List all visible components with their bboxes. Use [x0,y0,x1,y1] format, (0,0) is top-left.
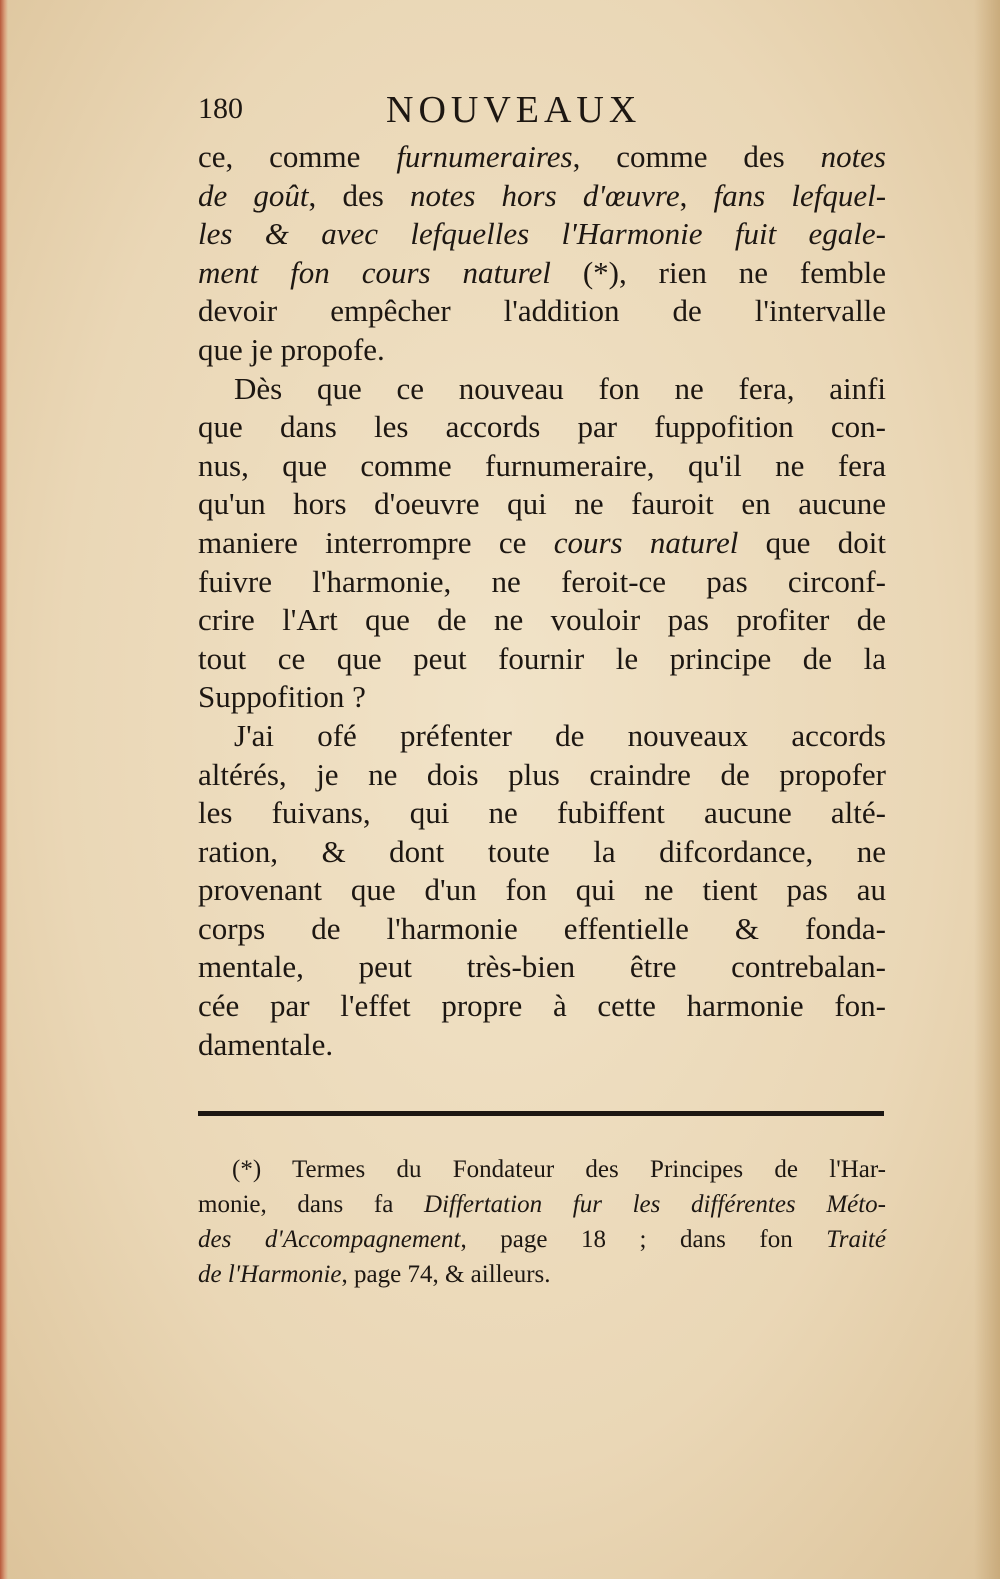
text-line: qu'un hors d'oeuvre qui ne fauroit en aucune [198,486,886,522]
footnote-line [198,1257,886,1292]
running-title: NOUVEAUX [386,89,642,131]
text-line: ration, & dont toute la difcordance, ne [198,833,886,869]
italic-run: notes [820,139,886,174]
page-number: 180 [198,92,243,125]
text-line: les fuivans, qui ne fubiffent aucune alté- [198,795,886,831]
footnote-line: (*) Termes du Fondateur des Principes de l'Har- [232,1156,886,1183]
main-text [198,138,886,1064]
text-run: ce, comme [198,139,397,174]
text-line [198,524,886,563]
page-edge-left [0,0,8,1579]
text-line: devoir empêcher l'addition de l'intervalle [198,293,886,329]
text-line: fuivre l'harmonie, ne feroit-ce pas circonf- [198,563,886,599]
text-line: que je propofe. [198,331,385,367]
text-run: , des [308,177,410,213]
footnote [198,1152,886,1292]
text-line: Dès que ce nouveau fon ne fera, ainfi [234,370,886,406]
italic-run: de goût [198,177,309,213]
text-line: damentale. [198,1026,334,1062]
text-line: mentale, peut très-bien être contrebalan- [198,949,886,985]
italic-run: furnumeraires [396,139,573,174]
page-edge-right [974,0,1000,1579]
footnote-separator-rule [198,1111,884,1116]
italic-run: des d'Accompagnement [198,1226,461,1253]
text-line [198,215,886,254]
text-line: J'ai ofé préfenter de nouveaux accords [234,717,886,753]
text-line [198,177,886,216]
text-run: maniere interrompre ce [198,524,554,560]
italic-run: fans lefquel- [713,177,887,213]
text-line [198,254,886,293]
text-line: tout ce que peut fournir le principe de la [198,640,886,676]
text-run: , [679,177,714,213]
text-line: nus, que comme furnumeraire, qu'il ne fera [198,447,886,483]
text-line: corps de l'harmonie effentielle & fonda- [198,910,886,946]
italic-run: les & avec lefquelles l'Harmonie fuit egale- [198,216,886,252]
text-run: monie, dans fa [198,1191,425,1218]
text-line: Suppofition ? [198,679,366,715]
text-line: cée par l'effet propre à cette harmonie fon- [198,988,886,1024]
text-run: que doit [738,524,886,560]
page-header [198,88,888,134]
text-line: que dans les accords par fuppofition con- [198,409,886,445]
text-run: , page 18 ; dans fon [460,1226,827,1253]
footnote-line [198,1187,886,1222]
italic-run: cours naturel [553,524,739,560]
text-run: , page 74, & ailleurs. [341,1261,551,1288]
italic-run: de l'Harmonie [198,1261,342,1288]
text-line: provenant que d'un fon qui ne tient pas au [198,872,886,908]
italic-run: Traité [826,1226,886,1253]
italic-run: ment fon cours naturel [198,254,551,290]
text-run: (*), rien ne femble [550,254,886,290]
text-run: , comme des [572,139,821,174]
text-line: crire l'Art que de ne vouloir pas profiter de [198,602,886,638]
footnote-line [198,1222,886,1257]
italic-run: notes hors d'œuvre [409,177,680,213]
italic-run: Differtation fur les différentes Méto- [424,1191,887,1218]
text-line: altérés, je ne dois plus craindre de propofer [198,756,886,792]
text-line [198,138,886,177]
